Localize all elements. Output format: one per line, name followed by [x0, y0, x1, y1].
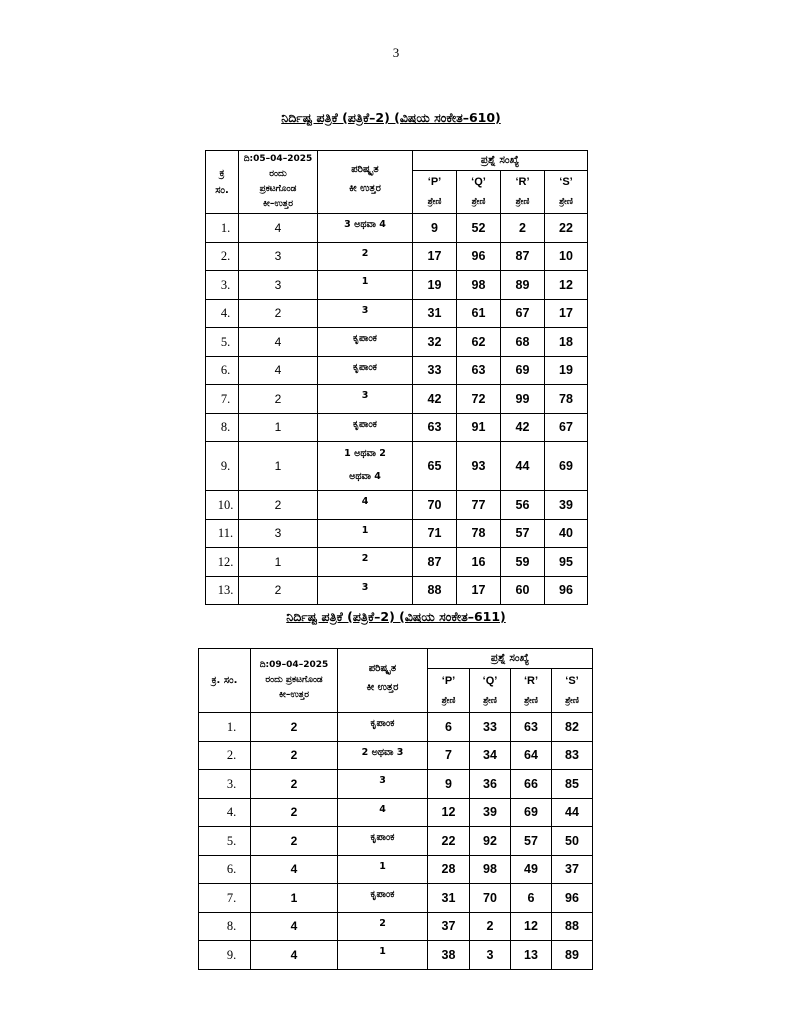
serial-number-cell: 10.: [206, 491, 239, 520]
series-p-cell: 9: [413, 214, 457, 243]
revised-key-line: 3: [361, 581, 369, 593]
series-r-cell: 69: [511, 798, 552, 827]
published-key-cell: 4: [239, 356, 318, 385]
revised-key-line: 1: [361, 276, 369, 287]
published-key-cell: 3: [239, 519, 318, 548]
series-p-cell: 65: [413, 442, 457, 491]
published-key-cell: 4: [239, 214, 318, 243]
table-body: [206, 214, 588, 605]
table-row: [206, 442, 588, 491]
series-code: ‘R’: [523, 674, 539, 687]
revised-key-cell: [318, 328, 413, 357]
header-line: ಪ್ರಕಟಗೊಂಡ: [259, 184, 297, 194]
revised-key-header: [338, 649, 428, 713]
published-key-cell: 1: [239, 548, 318, 577]
series-r-cell: 60: [501, 576, 545, 605]
revised-key-cell: [318, 519, 413, 548]
series-r-cell: 63: [511, 713, 552, 742]
revised-key-line: ಕೃಪಾಂಕ: [353, 333, 377, 344]
published-key-cell: 1: [239, 442, 318, 491]
series-s-cell: 82: [552, 713, 593, 742]
series-code: ‘S’: [559, 176, 573, 189]
series-q-cell: 17: [457, 576, 501, 605]
header-line: ಪರಿಷ್ಕೃತ: [351, 164, 379, 175]
serial-number-cell: 13.: [206, 576, 239, 605]
table-row: [206, 385, 588, 414]
published-key-cell: 2: [251, 741, 338, 770]
series-s-cell: 18: [545, 328, 588, 357]
table-row: [199, 884, 593, 913]
series-r-cell: 57: [511, 827, 552, 856]
series-r-cell: 69: [501, 356, 545, 385]
series-s-cell: 12: [545, 271, 588, 300]
series-q-cell: 70: [470, 884, 511, 913]
revised-key-cell: [318, 491, 413, 520]
serial-number-cell: 6.: [199, 855, 251, 884]
revised-key-line: 4: [379, 803, 386, 815]
revised-key-line: 2: [379, 917, 386, 929]
series-s-cell: 17: [545, 299, 588, 328]
series-r-cell: 12: [511, 912, 552, 941]
series-q-cell: 63: [457, 356, 501, 385]
revised-key-cell: [338, 770, 428, 799]
revised-key-cell: [318, 299, 413, 328]
table-row: [199, 798, 593, 827]
revised-key-header: [318, 151, 413, 214]
revised-key-cell: [338, 941, 428, 970]
serial-number-cell: 8.: [206, 413, 239, 442]
serial-number-cell: 4.: [206, 299, 239, 328]
revised-key-line: ಅಥವಾ 4: [349, 470, 381, 482]
header-row: [199, 649, 593, 669]
serial-number-cell: 1.: [206, 214, 239, 243]
table-row: [206, 491, 588, 520]
header-row: [206, 151, 588, 171]
series-code: ‘R’: [515, 176, 530, 189]
revised-key-cell: [338, 884, 428, 913]
series-p-cell: 6: [428, 713, 470, 742]
series-q-header: [457, 171, 501, 214]
table-row: [206, 413, 588, 442]
series-p-cell: 19: [413, 271, 457, 300]
series-code: ‘Q’: [482, 674, 498, 687]
series-s-cell: 40: [545, 519, 588, 548]
series-s-header: [552, 669, 593, 713]
published-key-cell: 4: [251, 941, 338, 970]
serial-number-cell: 1.: [199, 713, 251, 742]
table-row: [206, 519, 588, 548]
series-p-cell: 33: [413, 356, 457, 385]
series-p-header: [428, 669, 470, 713]
series-p-cell: 12: [428, 798, 470, 827]
revised-key-line: 1: [379, 860, 386, 872]
serial-number-cell: 11.: [206, 519, 239, 548]
series-label: ಶ್ರೇಣಿ: [471, 197, 486, 208]
series-s-cell: 89: [552, 941, 593, 970]
section-title-text: ನಿರ್ದಿಷ್ಟ ಪತ್ರಿಕೆ (ಪತ್ರಿಕೆ–2) (ವಿಷಯ ಸಂಕೇತ–610): [281, 110, 501, 125]
series-r-cell: 87: [501, 242, 545, 271]
revised-key-line: ಕೃಪಾಂಕ: [353, 361, 377, 373]
series-s-cell: 44: [552, 798, 593, 827]
series-q-cell: 2: [470, 912, 511, 941]
series-s-cell: 39: [545, 491, 588, 520]
revised-key-line: 2: [361, 247, 369, 259]
serial-number-header: [206, 151, 239, 214]
series-code: ‘Q’: [471, 176, 486, 189]
series-code: ‘S’: [565, 674, 579, 687]
revised-key-cell: [318, 271, 413, 300]
answer-key-table: [198, 648, 593, 970]
series-q-cell: 77: [457, 491, 501, 520]
revised-key-cell: [318, 413, 413, 442]
series-q-header: [470, 669, 511, 713]
published-key-cell: 3: [239, 271, 318, 300]
series-p-cell: 63: [413, 413, 457, 442]
serial-number-cell: 4.: [199, 798, 251, 827]
revised-key-line: 4: [361, 496, 369, 507]
series-r-cell: 42: [501, 413, 545, 442]
published-key-cell: 1: [239, 413, 318, 442]
table-row: [206, 242, 588, 271]
published-key-cell: 2: [239, 576, 318, 605]
series-r-cell: 64: [511, 741, 552, 770]
series-q-cell: 92: [470, 827, 511, 856]
revised-key-cell: [318, 214, 413, 243]
serial-number-cell: 3.: [206, 271, 239, 300]
series-q-cell: 96: [457, 242, 501, 271]
series-p-cell: 32: [413, 328, 457, 357]
header-line: ದಿ:05–04–2025: [243, 154, 313, 164]
series-p-cell: 70: [413, 491, 457, 520]
series-s-cell: 88: [552, 912, 593, 941]
serial-number-cell: 7.: [199, 884, 251, 913]
serial-number-cell: 2.: [206, 242, 239, 271]
revised-key-cell: [318, 385, 413, 414]
series-r-cell: 67: [501, 299, 545, 328]
revised-key-line: ಕೃಪಾಂಕ: [370, 718, 395, 729]
published-key-cell: 2: [251, 798, 338, 827]
series-r-cell: 66: [511, 770, 552, 799]
series-r-header: [511, 669, 552, 713]
published-key-cell: 1: [251, 884, 338, 913]
series-s-cell: 37: [552, 855, 593, 884]
published-key-cell: 2: [251, 770, 338, 799]
series-p-cell: 28: [428, 855, 470, 884]
series-q-cell: 39: [470, 798, 511, 827]
published-key-header: [251, 649, 338, 713]
header-line: ರಂದು: [269, 169, 287, 179]
revised-key-cell: [318, 356, 413, 385]
serial-number-cell: 6.: [206, 356, 239, 385]
revised-key-cell: [338, 741, 428, 770]
table-body: [199, 713, 593, 970]
series-q-cell: 36: [470, 770, 511, 799]
header-line: ಕ್ರ: [219, 168, 225, 179]
series-label: ಶ್ರೇಣಿ: [427, 197, 442, 208]
series-s-cell: 69: [545, 442, 588, 491]
serial-number-cell: 12.: [206, 548, 239, 577]
table-row: [206, 299, 588, 328]
published-key-cell: 4: [239, 328, 318, 357]
series-r-cell: 57: [501, 519, 545, 548]
series-q-cell: 62: [457, 328, 501, 357]
serial-number-cell: 8.: [199, 912, 251, 941]
table-row: [206, 328, 588, 357]
published-key-cell: 2: [239, 491, 318, 520]
series-r-cell: 56: [501, 491, 545, 520]
series-q-cell: 52: [457, 214, 501, 243]
series-p-cell: 88: [413, 576, 457, 605]
series-p-cell: 31: [413, 299, 457, 328]
revised-key-line: 3: [379, 775, 386, 786]
series-code: ‘P’: [441, 674, 456, 687]
series-s-header: [545, 171, 588, 214]
series-s-cell: 83: [552, 741, 593, 770]
series-q-cell: 33: [470, 713, 511, 742]
table-row: [206, 214, 588, 243]
revised-key-line: ಕೃಪಾಂಕ: [370, 889, 395, 900]
published-key-cell: 2: [239, 299, 318, 328]
series-q-cell: 93: [457, 442, 501, 491]
published-key-cell: 4: [251, 855, 338, 884]
table-row: [199, 855, 593, 884]
series-r-header: [501, 171, 545, 214]
series-q-cell: 78: [457, 519, 501, 548]
series-s-cell: 67: [545, 413, 588, 442]
series-p-cell: 9: [428, 770, 470, 799]
series-p-header: [413, 171, 457, 214]
question-number-header: ಪ್ರಶ್ನೆ ಸಂಖ್ಯೆ: [413, 151, 588, 171]
series-label: ಶ್ರೇಣಿ: [483, 695, 497, 706]
serial-number-cell: 5.: [206, 328, 239, 357]
series-s-cell: 78: [545, 385, 588, 414]
revised-key-line: 1 ಅಥವಾ 2: [344, 448, 386, 459]
revised-key-cell: [318, 548, 413, 577]
series-s-cell: 96: [552, 884, 593, 913]
serial-number-header: [199, 649, 251, 713]
revised-key-cell: [338, 912, 428, 941]
series-q-cell: 98: [470, 855, 511, 884]
question-number-header: ಪ್ರಶ್ನೆ ಸಂಖ್ಯೆ: [428, 649, 593, 669]
table-row: [199, 713, 593, 742]
series-p-cell: 37: [428, 912, 470, 941]
header-line: ಕೀ–ಉತ್ತರ: [263, 199, 293, 209]
series-r-cell: 13: [511, 941, 552, 970]
revised-key-line: 1: [379, 946, 386, 957]
table-row: [206, 548, 588, 577]
revised-key-line: 3: [361, 390, 369, 401]
serial-number-cell: 7.: [206, 385, 239, 414]
page-number: 3: [392, 45, 400, 60]
series-code: ‘P’: [427, 176, 442, 189]
published-key-cell: 3: [239, 242, 318, 271]
header-line: ಪರಿಷ್ಕೃತ: [368, 662, 397, 674]
series-r-cell: 49: [511, 855, 552, 884]
revised-key-line: ಕೃಪಾಂಕ: [370, 832, 395, 843]
header-line: ಸಂ.: [215, 185, 229, 196]
series-p-cell: 87: [413, 548, 457, 577]
serial-number-cell: 5.: [199, 827, 251, 856]
published-key-header: [239, 151, 318, 214]
series-p-cell: 38: [428, 941, 470, 970]
published-key-cell: 4: [251, 912, 338, 941]
header-line: ಕೀ ಉತ್ತರ: [366, 681, 399, 693]
series-p-cell: 31: [428, 884, 470, 913]
header-line: ಕೀ ಉತ್ತರ: [349, 183, 381, 194]
revised-key-line: 1: [361, 524, 369, 536]
serial-number-cell: 9.: [206, 442, 239, 491]
revised-key-line: ಕೃಪಾಂಕ: [353, 418, 377, 430]
revised-key-cell: [318, 442, 413, 491]
series-r-cell: 89: [501, 271, 545, 300]
revised-key-cell: [338, 713, 428, 742]
series-r-cell: 44: [501, 442, 545, 491]
series-q-cell: 34: [470, 741, 511, 770]
series-q-cell: 98: [457, 271, 501, 300]
series-s-cell: 85: [552, 770, 593, 799]
series-q-cell: 72: [457, 385, 501, 414]
series-r-cell: 99: [501, 385, 545, 414]
series-p-cell: 17: [413, 242, 457, 271]
section-title: [0, 609, 792, 625]
table-row: [206, 576, 588, 605]
series-p-cell: 71: [413, 519, 457, 548]
answer-key-table: [205, 150, 588, 605]
serial-number-cell: 2.: [199, 741, 251, 770]
series-q-cell: 91: [457, 413, 501, 442]
published-key-cell: 2: [251, 827, 338, 856]
series-s-cell: 19: [545, 356, 588, 385]
series-q-cell: 61: [457, 299, 501, 328]
series-r-cell: 6: [511, 884, 552, 913]
header-line: ಕೀ–ಉತ್ತರ: [279, 690, 309, 700]
section-title-text: ನಿರ್ದಿಷ್ಟ ಪತ್ರಿಕೆ (ಪತ್ರಿಕೆ–2) (ವಿಷಯ ಸಂಕೇತ–611): [286, 609, 506, 624]
revised-key-line: 3 ಅಥವಾ 4: [344, 219, 386, 230]
series-s-cell: 22: [545, 214, 588, 243]
table-row: [199, 912, 593, 941]
header-line: ರಂದು ಪ್ರಕಟಗೊಂಡ: [265, 675, 323, 685]
table-row: [199, 827, 593, 856]
revised-key-cell: [318, 576, 413, 605]
header-line: ಕ್ರ. ಸಂ.: [211, 675, 238, 686]
table-row: [199, 770, 593, 799]
series-s-cell: 50: [552, 827, 593, 856]
serial-number-cell: 3.: [199, 770, 251, 799]
series-p-cell: 7: [428, 741, 470, 770]
revised-key-cell: [338, 827, 428, 856]
series-label: ಶ್ರೇಣಿ: [515, 197, 530, 208]
table-row: [199, 941, 593, 970]
series-r-cell: 68: [501, 328, 545, 357]
series-label: ಶ್ರೇಣಿ: [441, 695, 456, 706]
revised-key-line: 3: [361, 304, 369, 316]
series-s-cell: 96: [545, 576, 588, 605]
series-p-cell: 42: [413, 385, 457, 414]
table-row: [206, 356, 588, 385]
series-label: ಶ್ರೇಣಿ: [565, 695, 579, 706]
series-s-cell: 95: [545, 548, 588, 577]
revised-key-line: 2 ಅಥವಾ 3: [361, 746, 404, 758]
revised-key-line: 2: [361, 553, 369, 564]
table-row: [206, 271, 588, 300]
published-key-cell: 2: [239, 385, 318, 414]
revised-key-cell: [338, 798, 428, 827]
series-s-cell: 10: [545, 242, 588, 271]
series-r-cell: 59: [501, 548, 545, 577]
header-line: ದಿ:09–04–2025: [259, 660, 329, 670]
published-key-cell: 2: [251, 713, 338, 742]
series-r-cell: 2: [501, 214, 545, 243]
series-label: ಶ್ರೇಣಿ: [524, 695, 538, 706]
serial-number-cell: 9.: [199, 941, 251, 970]
series-label: ಶ್ರೇಣಿ: [559, 197, 573, 208]
table-row: [199, 741, 593, 770]
section-title: [0, 110, 787, 126]
series-q-cell: 3: [470, 941, 511, 970]
series-q-cell: 16: [457, 548, 501, 577]
revised-key-cell: [318, 242, 413, 271]
series-p-cell: 22: [428, 827, 470, 856]
revised-key-cell: [338, 855, 428, 884]
